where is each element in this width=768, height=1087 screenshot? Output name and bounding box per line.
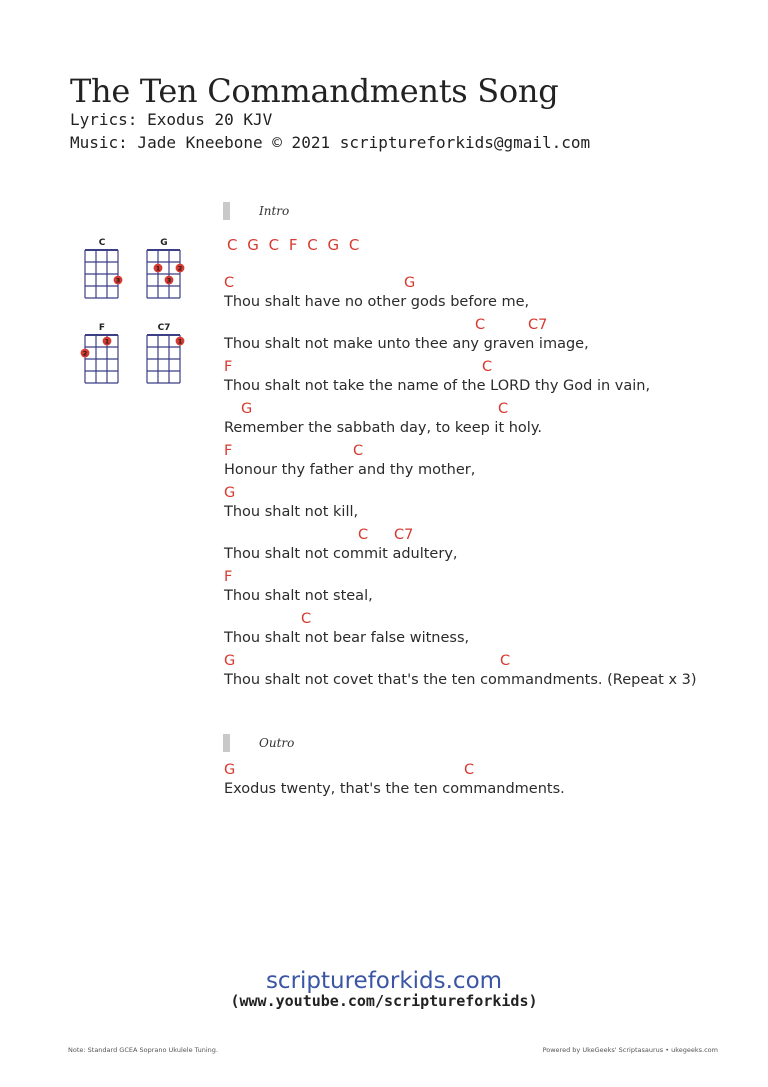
finger-number: 2 [177, 264, 183, 273]
chord: F [224, 569, 233, 585]
lyric-line [224, 401, 744, 441]
lyric-line [224, 611, 744, 651]
intro-chords: C G C F C G C [227, 236, 362, 254]
chord-diagram-c [84, 238, 129, 312]
chord-diagram-g [146, 238, 191, 312]
chord-grid [146, 334, 191, 396]
finger-number: 1 [104, 337, 110, 346]
music-credit: Music: Jade Kneebone © 2021 scriptureforkids@gmail.com [70, 133, 591, 152]
chord-name: C [98, 238, 106, 248]
chord: G [224, 653, 236, 669]
lyric-line [224, 485, 744, 525]
chord-grid [84, 249, 129, 311]
chord: C [482, 359, 493, 375]
chord-diagram-f [84, 323, 129, 397]
chord-grid [146, 249, 191, 311]
chord: F [224, 443, 233, 459]
section-marker [223, 734, 230, 752]
lyrics-credit: Lyrics: Exodus 20 KJV [70, 110, 273, 129]
intro-label-text: Intro [259, 204, 290, 218]
chord: C [498, 401, 509, 417]
lyric-line [224, 762, 744, 802]
chord-name: C7 [157, 323, 171, 333]
powered-by: Powered by UkeGeeks' Scriptasaurus • ukegeeks.com [542, 1046, 718, 1054]
lyric: Thou shalt not take the name of the LORD thy God in vain, [224, 378, 651, 394]
lyric: Thou shalt not make unto thee any graven image, [224, 336, 589, 352]
chord: G [224, 762, 236, 778]
lyric-line [224, 317, 744, 357]
chord: C [464, 762, 475, 778]
lyric-line [224, 359, 744, 399]
chord: C [500, 653, 511, 669]
chord-name: G [160, 238, 168, 248]
chord: C [224, 275, 235, 291]
lyric: Thou shalt not bear false witness, [224, 630, 470, 646]
chord-name: F [98, 323, 106, 333]
lyric: Remember the sabbath day, to keep it holy. [224, 420, 542, 436]
chord: C7 [528, 317, 548, 333]
chord: C [353, 443, 364, 459]
chord: C [301, 611, 312, 627]
chord: G [241, 401, 253, 417]
section-marker [223, 202, 230, 220]
lyric-line [224, 275, 744, 315]
chord: C7 [394, 527, 414, 543]
chord: G [404, 275, 416, 291]
chord-diagram-c7 [146, 323, 191, 397]
finger-number: 1 [155, 264, 161, 273]
finger-number: 3 [115, 276, 121, 285]
finger-number: 2 [82, 349, 88, 358]
chord: G [224, 485, 236, 501]
chord: F [224, 359, 233, 375]
outro-label-text: Outro [259, 736, 295, 750]
finger-number: 3 [166, 276, 172, 285]
song-title: The Ten Commandments Song [70, 72, 559, 110]
lyric-line [224, 653, 744, 693]
youtube-link[interactable]: (www.youtube.com/scriptureforkids) [230, 992, 538, 1010]
lyric: Thou shalt not steal, [224, 588, 373, 604]
chord: C [475, 317, 486, 333]
finger-number: 1 [177, 337, 183, 346]
site-link[interactable]: scriptureforkids.com [265, 968, 503, 994]
lyric-line [224, 527, 744, 567]
tuning-note: Note: Standard GCEA Soprano Ukulele Tuning. [68, 1046, 218, 1054]
lyric-line [224, 443, 744, 483]
chord: C [358, 527, 369, 543]
lyric: Honour thy father and thy mother, [224, 462, 476, 478]
lyric: Thou shalt have no other gods before me, [224, 294, 530, 310]
lyric: Exodus twenty, that's the ten commandments. [224, 781, 565, 797]
lyric-line [224, 569, 744, 609]
lyric: Thou shalt not commit adultery, [224, 546, 458, 562]
lyric: Thou shalt not covet that's the ten commandments. (Repeat x 3) [224, 672, 697, 688]
lyric: Thou shalt not kill, [224, 504, 359, 520]
chord-grid [84, 334, 129, 396]
